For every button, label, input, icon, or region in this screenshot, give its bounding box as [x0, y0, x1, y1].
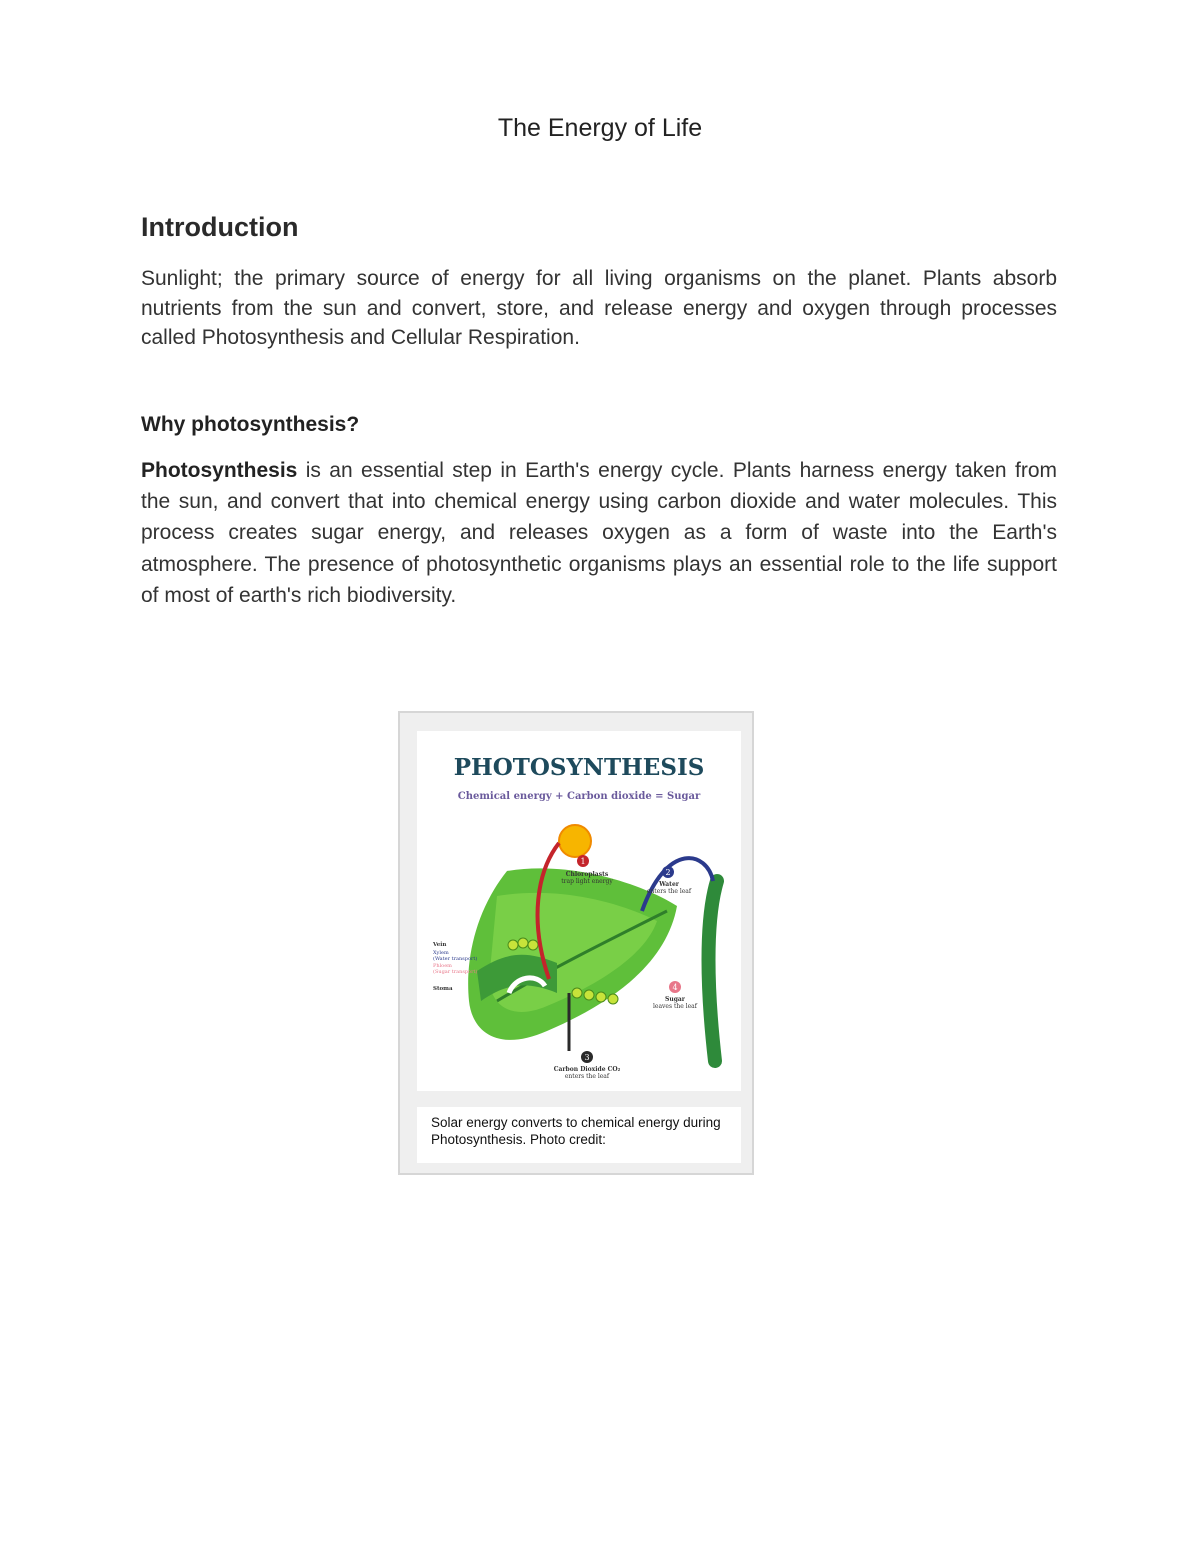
step-1-number: 1 — [580, 857, 586, 866]
step-1-line1: Chloroplasts — [565, 871, 609, 878]
diagram-subtitle: Chemical energy + Carbon dioxide = Sugar — [457, 791, 701, 802]
step-2-number: 2 — [665, 868, 671, 877]
why-photosynthesis-heading: Why photosynthesis? — [141, 413, 360, 436]
step-4-line2: leaves the leaf — [653, 1003, 697, 1010]
figure-caption-box — [417, 1107, 741, 1163]
step-3-line1: Carbon Dioxide CO₂ — [553, 1066, 621, 1073]
cell — [584, 990, 594, 1000]
cell — [596, 992, 606, 1002]
step-4-line1: Sugar — [665, 996, 685, 1003]
introduction-heading: Introduction — [141, 212, 299, 242]
sun-icon — [559, 825, 591, 857]
document-title: The Energy of Life — [497, 114, 703, 142]
photosynthesis-diagram — [417, 731, 741, 1091]
vein-label: Vein — [433, 942, 447, 948]
xylem-label: Xylem — [433, 950, 449, 956]
figure-caption: Solar energy converts to chemical energy during Photosynthesis. Photo credit: — [431, 1115, 721, 1147]
cell — [608, 994, 618, 1004]
step-3-line2: enters the leaf — [564, 1073, 610, 1080]
phloem-label: Phloem — [433, 963, 452, 969]
stoma-label: Stoma — [433, 986, 453, 992]
why-photosynthesis-paragraph — [141, 455, 1057, 611]
step-3-number: 3 — [584, 1053, 590, 1062]
why-photosynthesis-body: is an essential step in Earth's energy cycle. Plants harness energy taken from the sun, and convert that into chemical energy using carbon dioxide and water molecules. This process creates sugar energy, and releases oxygen as a form of waste into the Earth's atmosphere. The presence of photosynthetic organisms plays an essential role to the life support of most of earth's rich biodiversity. — [141, 459, 1057, 607]
photosynthesis-figure — [398, 711, 754, 1175]
introduction-paragraph: Sunlight; the primary source of energy for all living organisms on the planet. Plants absorb nutrients from the sun and convert, store, and release energy and oxygen through processes called Photosynthesis and Cellular Respiration. — [141, 267, 1057, 349]
diagram-title: PHOTOSYNTHESIS — [453, 754, 705, 781]
cell — [518, 938, 528, 948]
step-4-number: 4 — [672, 983, 678, 992]
xylem-sub-label: (Water transport) — [433, 956, 478, 962]
cell — [508, 940, 518, 950]
step-2-line1: Water — [659, 881, 679, 888]
phloem-sub-label: (Sugar transport) — [433, 969, 478, 975]
cell — [528, 940, 538, 950]
plant-stem — [709, 881, 718, 1061]
step-1-line2: trap light energy — [561, 878, 613, 885]
step-2-line2: enters the leaf — [646, 888, 692, 895]
photosynthesis-term: Photosynthesis — [141, 459, 298, 482]
cell — [572, 988, 582, 998]
